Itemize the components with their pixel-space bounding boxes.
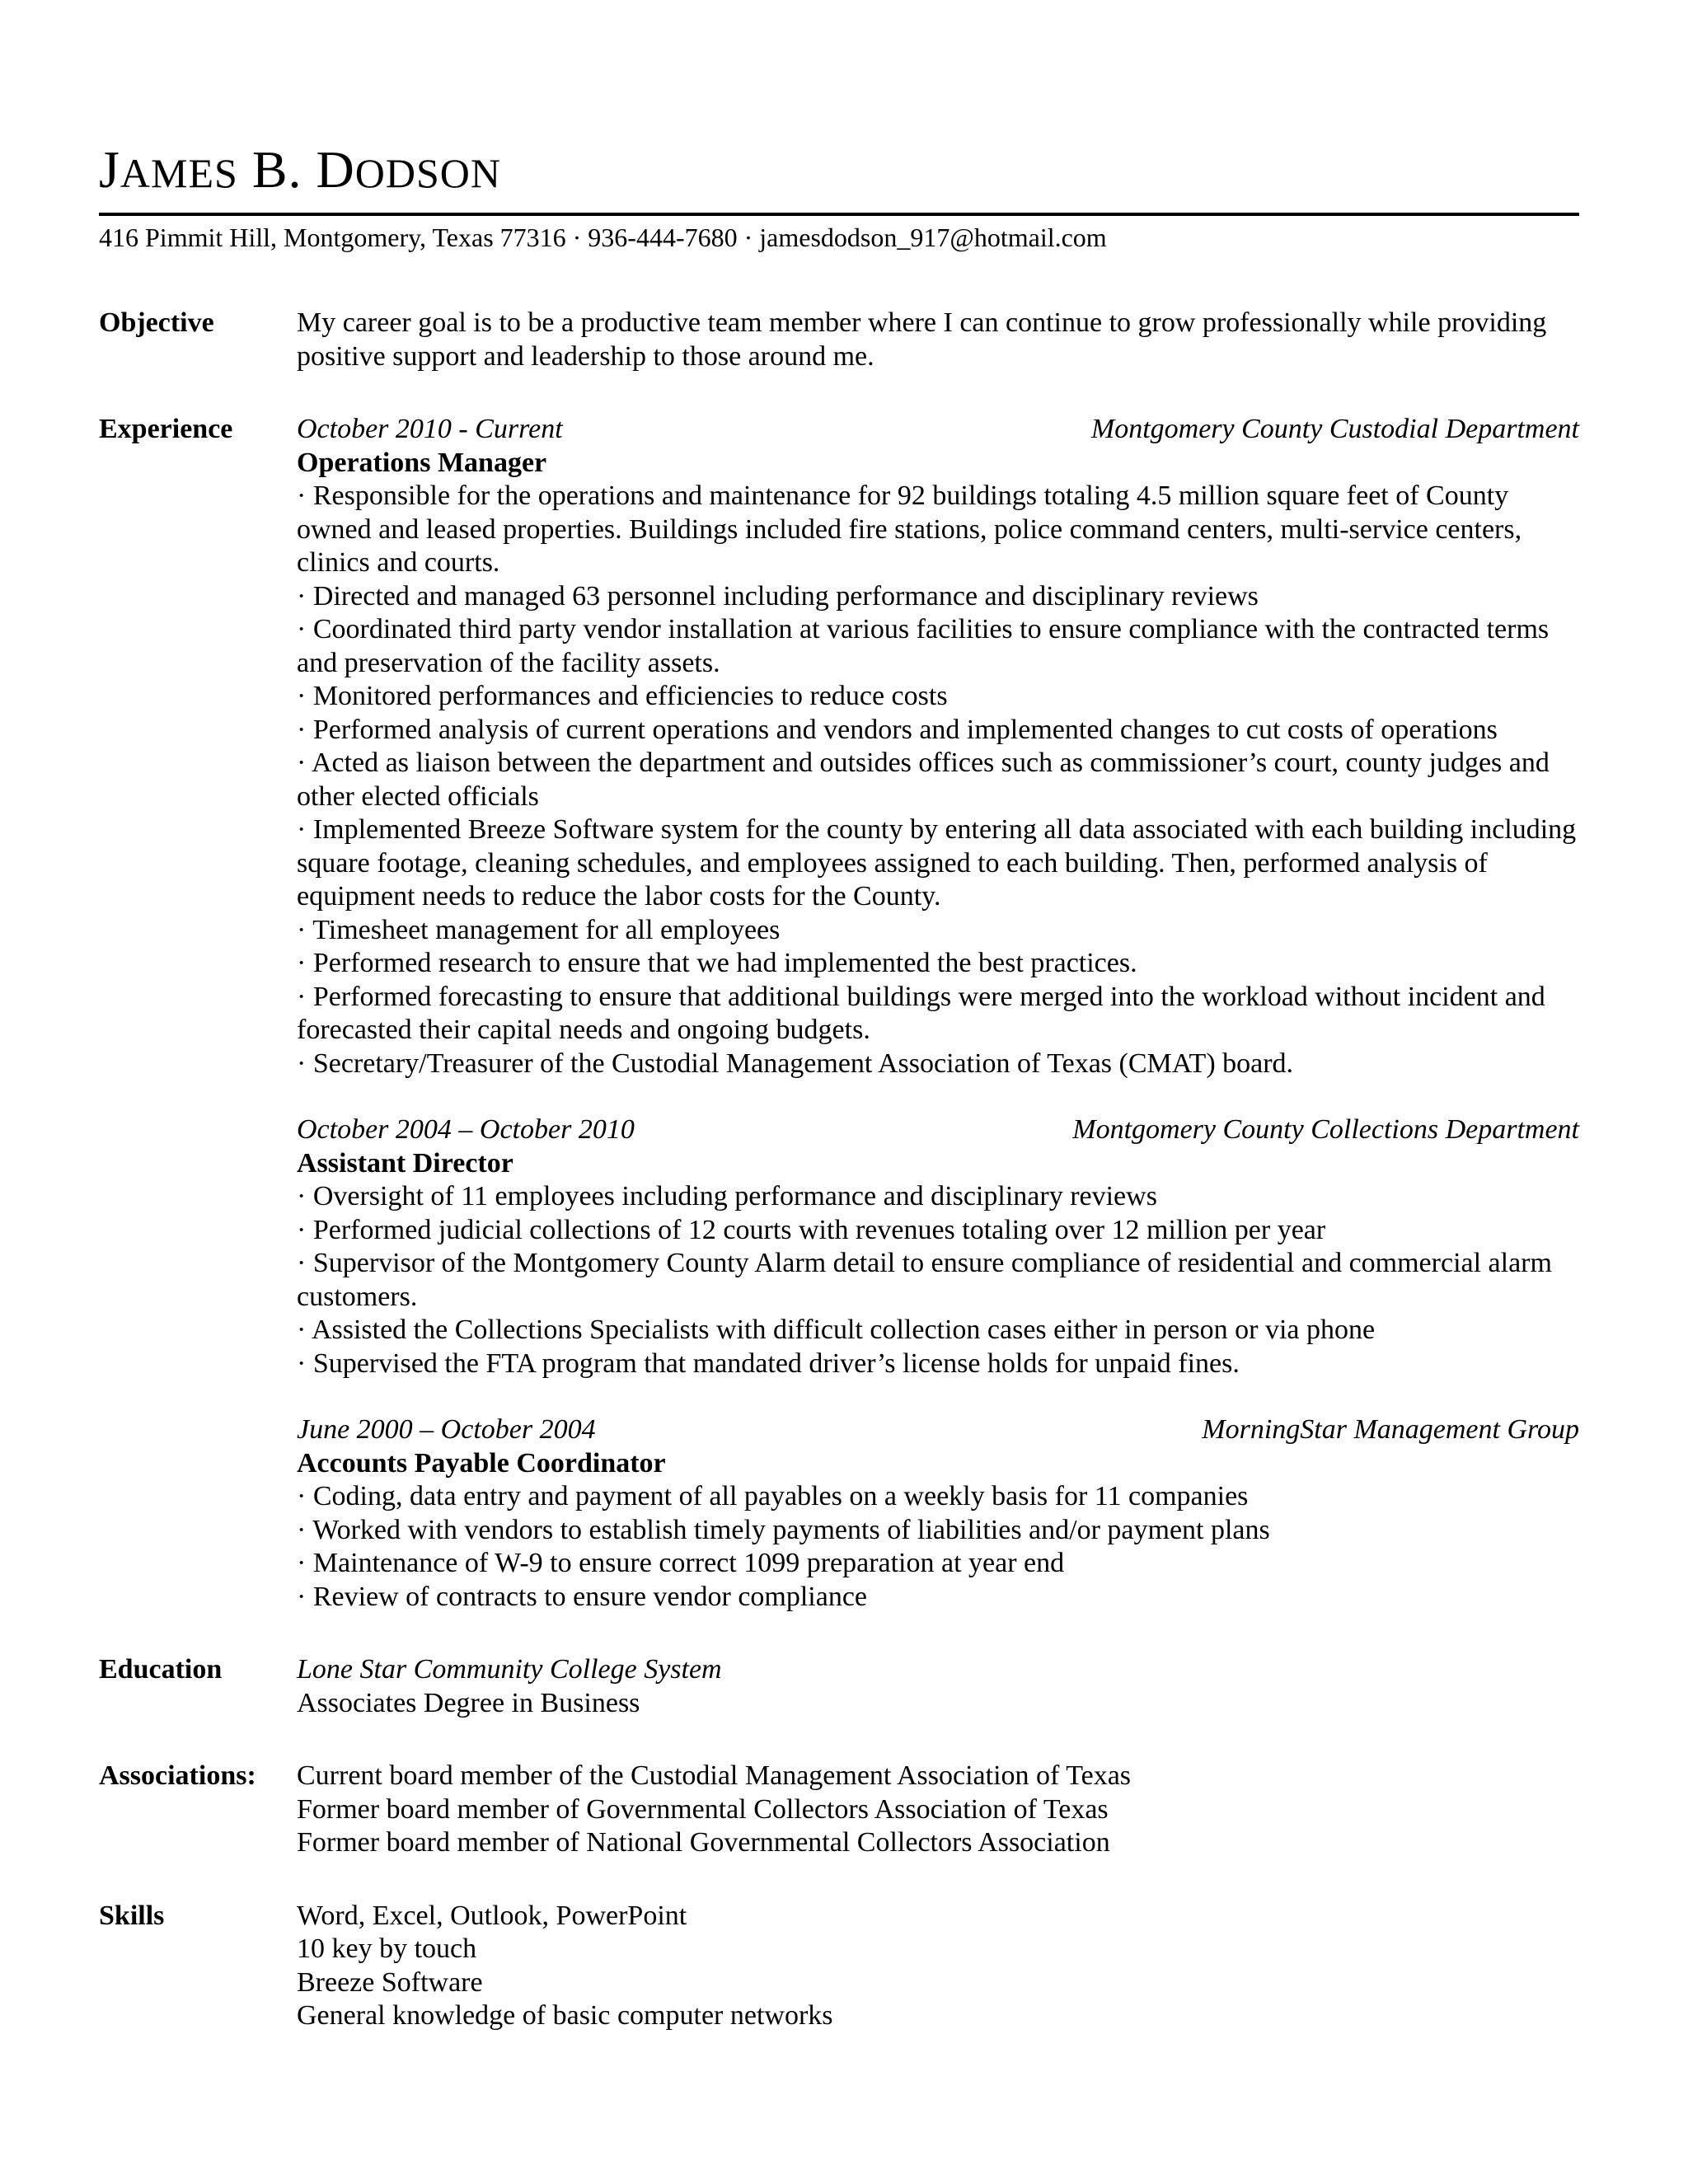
job-employer: MorningStar Management Group xyxy=(1202,1414,1579,1445)
job-bullet: · Performed forecasting to ensure that additional buildings were merged into the workload without incident and forecasted their capital needs and ongoing budgets. xyxy=(297,981,1545,1045)
skills-section xyxy=(99,1900,1579,2033)
job-bullet: · Performed research to ensure that we had implemented the best practices. xyxy=(297,948,1137,978)
skill-item: 10 key by touch xyxy=(297,1933,477,1964)
name-first-initial: J xyxy=(99,140,120,199)
resume-page xyxy=(99,138,1579,2033)
job-bullet: · Assisted the Collections Specialists with difficult collection cases either in person or via phone xyxy=(297,1315,1376,1345)
job-header xyxy=(297,413,1579,447)
job-bullet: · Performed analysis of current operations and vendors and implemented changes to cut costs of operations xyxy=(297,714,1498,745)
job-bullet: · Acted as liaison between the department and outsides offices such as commissioner’s court, county judges and other elected officials xyxy=(297,748,1550,812)
job-bullet: · Implemented Breeze Software system for the county by entering all data associated with each building including square footage, cleaning schedules, and employees assigned to each building. Then, performed analysis of equipment needs to reduce the labor costs for the County. xyxy=(297,814,1577,912)
skills-content xyxy=(297,1900,1579,2033)
section-label: Objective xyxy=(99,307,214,338)
objective-section xyxy=(99,307,1579,373)
school-name: Lone Star Community College System xyxy=(297,1654,722,1685)
skill-item: General knowledge of basic computer networks xyxy=(297,2000,833,2031)
contact-line: 416 Pimmit Hill, Montgomery, Texas 77316 · 936-444-7680 · jamesdodson_917@hotmail.com xyxy=(99,223,1107,252)
experience-content xyxy=(297,413,1579,1614)
education-section xyxy=(99,1653,1579,1720)
job-employer: Montgomery County Custodial Department xyxy=(1090,414,1579,444)
education-content xyxy=(297,1653,1579,1720)
experience-section xyxy=(99,413,1579,1614)
job-bullet: · Secretary/Treasurer of the Custodial Management Association of Texas (CMAT) board. xyxy=(297,1047,1294,1079)
job-title: Operations Manager xyxy=(297,447,547,478)
job-title: Accounts Payable Coordinator xyxy=(297,1447,666,1479)
applicant-name xyxy=(99,138,1579,204)
job-bullet: · Maintenance of W-9 to ensure correct 1099 preparation at year end xyxy=(297,1548,1065,1578)
section-label: Education xyxy=(99,1654,223,1685)
name-last-rest: ODSON xyxy=(354,150,501,196)
job-bullet: · Performed judicial collections of 12 courts with revenues totaling over 12 million per year xyxy=(297,1214,1326,1245)
job-bullet: · Directed and managed 63 personnel including performance and disciplinary reviews xyxy=(297,580,1259,612)
skill-item: Word, Excel, Outlook, PowerPoint xyxy=(297,1900,687,1931)
job-dates: October 2004 – October 2010 xyxy=(297,1114,635,1145)
association-item: Former board member of Governmental Collectors Association of Texas xyxy=(297,1793,1109,1825)
job-bullet: · Timesheet management for all employees xyxy=(297,914,781,945)
job-bullet: · Supervised the FTA program that mandated driver’s license holds for unpaid fines. xyxy=(297,1347,1240,1379)
association-item: Current board member of the Custodial Management Association of Texas xyxy=(297,1760,1132,1791)
job-entry xyxy=(297,1413,1579,1614)
job-bullet: · Responsible for the operations and maintenance for 92 buildings totaling 4.5 million square feet of County owned and leased properties. Buildings included fire stations, police command centers, multi-service centers, clinics and courts. xyxy=(297,480,1522,578)
section-label: Experience xyxy=(99,414,233,444)
objective-text: My career goal is to be a productive team member where I can continue to grow professionally while providing positive support and leadership to those around me. xyxy=(297,307,1547,372)
job-bullet: · Supervisor of the Montgomery County Alarm detail to ensure compliance of residential and commercial alarm customers. xyxy=(297,1248,1552,1312)
job-entry xyxy=(297,1113,1579,1380)
skill-item: Breeze Software xyxy=(297,1966,483,1998)
job-bullet: · Worked with vendors to establish timely payments of liabilities and/or payment plans xyxy=(297,1514,1270,1545)
name-first-rest: AMES xyxy=(120,150,238,196)
job-dates: October 2010 - Current xyxy=(297,414,563,444)
header-rule xyxy=(99,213,1579,216)
name-last-initial: D xyxy=(316,140,355,199)
associations-section xyxy=(99,1760,1579,1860)
job-entry xyxy=(297,413,1579,1080)
job-dates: June 2000 – October 2004 xyxy=(297,1414,596,1445)
job-header xyxy=(297,1113,1579,1147)
job-header xyxy=(297,1413,1579,1447)
section-label: Associations: xyxy=(99,1760,256,1791)
job-bullet: · Coding, data entry and payment of all payables on a weekly basis for 11 companies xyxy=(297,1481,1249,1511)
section-label: Skills xyxy=(99,1900,165,1931)
job-bullet: · Monitored performances and efficiencies to reduce costs xyxy=(297,681,948,711)
association-item: Former board member of National Governmental Collectors Association xyxy=(297,1827,1110,1858)
job-title: Assistant Director xyxy=(297,1147,513,1179)
job-employer: Montgomery County Collections Department xyxy=(1072,1114,1579,1145)
degree: Associates Degree in Business xyxy=(297,1687,640,1718)
job-bullet: · Review of contracts to ensure vendor compliance xyxy=(297,1581,868,1612)
associations-content xyxy=(297,1760,1579,1860)
job-bullet: · Coordinated third party vendor installation at various facilities to ensure compliance with the contracted terms and preservation of the facility assets. xyxy=(297,614,1550,678)
name-middle: B. xyxy=(251,140,302,199)
job-bullet: · Oversight of 11 employees including performance and disciplinary reviews xyxy=(297,1181,1157,1212)
